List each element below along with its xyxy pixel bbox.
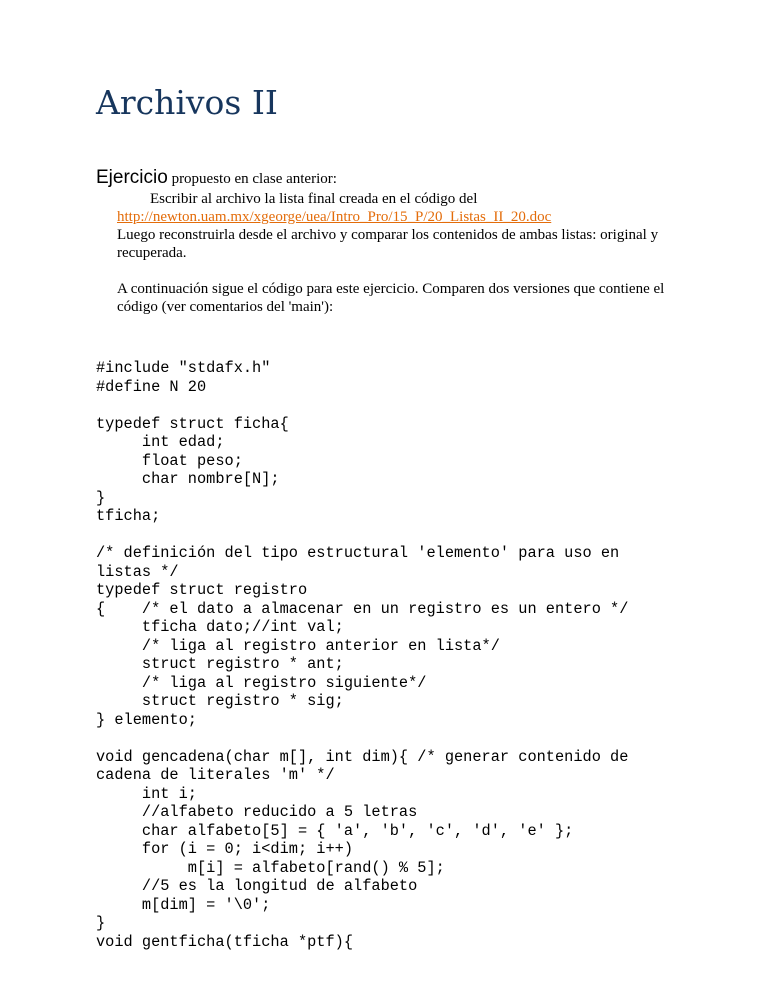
code-line: char nombre[N]; [96,470,280,488]
code-line: float peso; [96,451,243,470]
code-line: tficha dato;//int val; [96,618,344,636]
code-line: typedef struct ficha{ [96,414,289,433]
code-line: #include "stdafx.h" [96,359,271,377]
code-line: void gentficha(tficha *ptf){ [96,932,354,951]
followup-paragraph: A continuación sigue el código para este ejercicio. Comparen dos versiones que contiene el código (ver comentarios del 'main'): [117,281,665,315]
code-line: listas */ [96,562,179,581]
code-line: /* liga al registro siguiente*/ [96,673,427,692]
code-line: char alfabeto[5] = { 'a', 'b', 'c', 'd', 'e' }; [96,821,574,840]
code-line: typedef struct registro [96,581,308,599]
page-title: Archivos II [96,83,278,122]
code-line: /* liga al registro anterior en lista*/ [96,636,500,655]
code-line: tficha; [96,507,161,525]
code-line: m[dim] = '\0'; [96,895,271,914]
link-paragraph [117,208,677,226]
code-line: } [96,914,106,932]
code-line: struct registro * sig; [96,692,344,710]
exercise-heading [96,169,337,188]
code-line: /* definición del tipo estructural 'elemento' para uso en [96,544,620,562]
code-block [96,359,628,951]
instruction-line: Escribir al archivo la lista final creada en el código del [150,191,478,207]
code-line: cadena de literales 'm' */ [96,766,335,784]
code-line: int edad; [96,433,225,451]
exercise-heading-word: Ejercicio [96,167,168,188]
code-line: //alfabeto reducido a 5 letras [96,803,418,821]
code-line: #define N 20 [96,377,207,396]
reconstruct-paragraph: Luego reconstruirla desde el archivo y comparar los contenidos de ambas listas: original y recuperada. [117,227,659,261]
exercise-heading-rest: propuesto en clase anterior: [167,171,337,187]
code-line: int i; [96,784,197,803]
code-line: void gencadena(char m[], int dim){ /* generar contenido de [96,747,629,766]
code-line: for (i = 0; i<dim; i++) [96,840,354,858]
code-line: struct registro * ant; [96,655,344,673]
code-line: m[i] = alfabeto[rand() % 5]; [96,858,445,877]
document-link[interactable]: http://newton.uam.mx/xgeorge/uea/Intro_Pro/15_P/20_Listas_II_20.doc [117,209,552,225]
code-line: //5 es la longitud de alfabeto [96,877,418,895]
code-line: { /* el dato a almacenar en un registro es un entero */ [96,599,629,618]
code-line: } elemento; [96,710,197,729]
code-line: } [96,488,106,507]
